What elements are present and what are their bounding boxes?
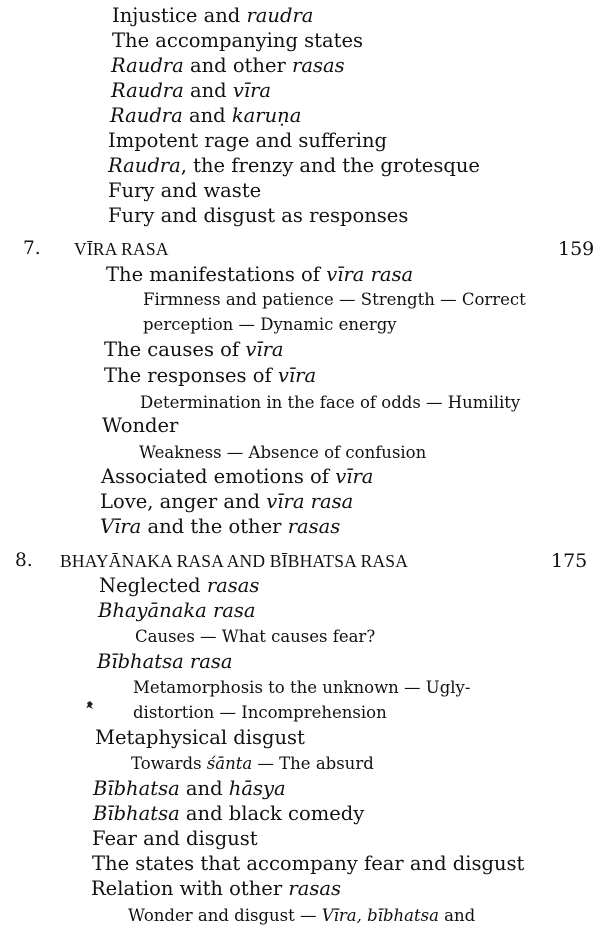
italic-term: rasas: [206, 574, 260, 597]
toc-entry: [108, 181, 261, 201]
italic-term: rasas: [288, 877, 341, 900]
toc-entry: [100, 517, 340, 537]
toc-entry: [101, 467, 373, 487]
toc-subentry: [131, 756, 374, 773]
text-run: perception — Dynamic energy: [143, 315, 397, 334]
toc-subentry: [133, 705, 387, 722]
text-run: Injustice and: [112, 4, 247, 27]
text-run: The responses of: [104, 364, 278, 387]
text-run: Metamorphosis to the unknown — Ugly-: [133, 678, 471, 697]
toc-subentry: [128, 908, 475, 925]
italic-term: Raudra: [111, 54, 184, 77]
text-run: and: [183, 79, 233, 102]
toc-entry: [95, 728, 305, 748]
text-run: Neglected: [99, 574, 207, 597]
toc-entry: [112, 31, 363, 51]
italic-term: vīra rasa: [266, 490, 354, 513]
toc-entry: [92, 829, 258, 849]
toc-entry: [111, 56, 345, 76]
text-run: The accompanying states: [112, 29, 364, 52]
text-run: and: [438, 906, 476, 925]
text-run: distortion — Incomprehension: [133, 703, 387, 722]
toc-entry: [110, 106, 301, 126]
toc-entry: [91, 879, 341, 899]
text-run: and: [182, 104, 232, 127]
italic-term: Raudra: [108, 154, 181, 177]
italic-term: Bībhatsa rasa: [97, 650, 233, 673]
italic-term: vīra: [245, 338, 284, 361]
text-run: Impotent rage and suffering: [108, 129, 387, 152]
toc-subentry: [139, 445, 426, 462]
toc-subentry: [140, 395, 520, 412]
text-run: Associated emotions of: [101, 465, 336, 488]
text-run: and: [179, 777, 229, 800]
italic-term: vīra: [335, 465, 374, 488]
toc-entry: [98, 601, 256, 621]
toc-subentry: [143, 317, 397, 334]
toc-entry: [93, 804, 364, 824]
toc-entry: [108, 156, 480, 176]
text-run: The states that accompany fear and disgust: [92, 852, 525, 875]
text-run: — The absurd: [252, 754, 374, 773]
toc-entry: [92, 854, 524, 874]
text-run: Firmness and patience — Strength — Correct: [143, 290, 526, 309]
toc-entry: [97, 652, 232, 672]
toc-entry: [104, 340, 284, 360]
toc-entry: [104, 366, 316, 386]
toc-entry: [93, 779, 286, 799]
text-run: BHAYĀNAKA RASA AND BĪBHATSA RASA: [60, 551, 409, 571]
text-run: Weakness — Absence of confusion: [139, 443, 427, 462]
text-run: and black comedy: [179, 802, 365, 825]
toc-entry: [111, 81, 271, 101]
text-run: Wonder: [102, 414, 179, 437]
italic-term: vīra: [277, 364, 317, 387]
chapter-page-number: 159: [558, 238, 595, 260]
italic-term: Raudra: [110, 104, 183, 127]
toc-entry: [100, 492, 353, 512]
italic-term: Bībhatsa: [93, 777, 180, 800]
toc-entry: [102, 416, 178, 436]
text-run: VĪRA RASA: [74, 239, 169, 259]
italic-term: rasas: [292, 54, 345, 77]
text-run: Towards: [131, 754, 207, 773]
chapter-number: 7.: [23, 238, 41, 259]
italic-term: Bībhatsa: [93, 802, 180, 825]
text-run: Causes — What causes fear?: [135, 627, 376, 646]
text-run: Fury and waste: [108, 179, 262, 202]
text-run: Fury and disgust as responses: [108, 204, 409, 227]
toc-entry: [108, 131, 387, 151]
chapter-title: [74, 241, 169, 259]
text-run: Fear and disgust: [92, 827, 258, 850]
italic-term: hāsya: [228, 777, 286, 800]
text-run: Relation with other: [91, 877, 289, 900]
text-run: and the other: [141, 515, 288, 538]
toc-entry: [99, 576, 259, 596]
italic-term: Raudra: [111, 79, 184, 102]
toc-entry: [106, 265, 413, 285]
toc-subentry: [133, 680, 470, 697]
italic-term: Bhayānaka rasa: [98, 599, 256, 622]
toc-entry: [112, 6, 313, 26]
italic-term: karuṇa: [231, 104, 302, 127]
toc-subentry: [135, 629, 375, 646]
italic-term: rasas: [287, 515, 341, 538]
toc-subentry: [143, 292, 526, 309]
text-run: Wonder and disgust —: [128, 906, 322, 925]
text-run: , the frenzy and the grotesque: [180, 154, 480, 177]
chapter-number: 8.: [15, 550, 33, 571]
text-run: Love, anger and: [100, 490, 267, 513]
italic-term: Vīra: [100, 515, 142, 538]
italic-term: śānta: [206, 754, 253, 773]
text-run: The manifestations of: [106, 263, 327, 286]
italic-term: Vīra, bībhatsa: [321, 906, 439, 925]
chapter-title: [60, 553, 408, 571]
ink-spot-mark: [85, 700, 95, 710]
italic-term: raudra: [246, 4, 314, 27]
text-run: and other: [183, 54, 293, 77]
text-run: The causes of: [104, 338, 246, 361]
italic-term: vīra: [232, 79, 272, 102]
text-run: Determination in the face of odds — Humility: [140, 393, 521, 412]
chapter-page-number: 175: [551, 550, 588, 572]
toc-entry: [108, 206, 408, 226]
text-run: Metaphysical disgust: [95, 726, 305, 749]
italic-term: vīra rasa: [326, 263, 414, 286]
